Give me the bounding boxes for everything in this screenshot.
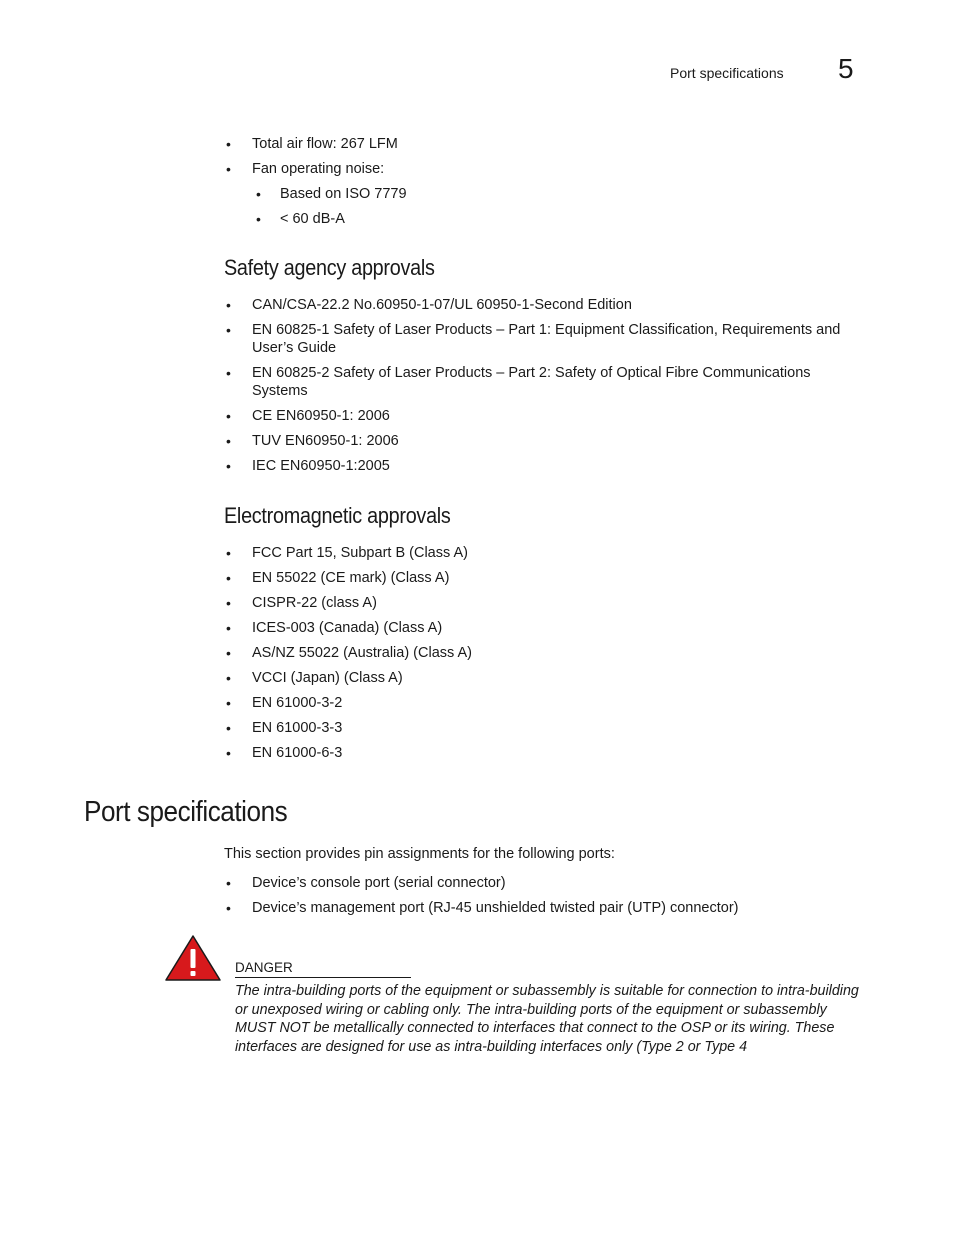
running-header-title: Port specifications (670, 65, 784, 81)
list-item: • CISPR-22 (class A) (226, 594, 866, 612)
list-item: • CAN/CSA-22.2 No.60950-1-07/UL 60950-1-Second Edition (226, 296, 866, 314)
list-item: • VCCI (Japan) (Class A) (226, 669, 866, 687)
list-item: • EN 61000-6-3 (226, 744, 866, 762)
list-item: • IEC EN60950-1:2005 (226, 457, 866, 475)
list-item: • EN 60825-1 Safety of Laser Products – Part 1: Equipment Classification, Requirements and User’s Guide (226, 321, 866, 357)
danger-warning-icon (164, 934, 222, 982)
fan-noise-sublist (256, 185, 856, 228)
list-item: • AS/NZ 55022 (Australia) (Class A) (226, 644, 866, 662)
list-item: • Total air flow: 267 LFM (226, 135, 866, 153)
electromagnetic-approvals-list (226, 544, 866, 762)
list-item: • Based on ISO 7779 (256, 185, 856, 203)
electromagnetic-approvals-heading: Electromagnetic approvals (224, 503, 451, 528)
fan-spec-list (226, 135, 866, 178)
safety-approvals-heading: Safety agency approvals (224, 255, 435, 280)
list-item: • Device’s management port (RJ-45 unshielded twisted pair (UTP) connector) (226, 899, 866, 917)
port-list (226, 874, 866, 917)
list-item: • EN 60825-2 Safety of Laser Products – Part 2: Safety of Optical Fibre Communications Systems (226, 364, 866, 400)
list-item: • Fan operating noise: (226, 160, 866, 178)
list-item: • CE EN60950-1: 2006 (226, 407, 866, 425)
list-item: • EN 55022 (CE mark) (Class A) (226, 569, 866, 587)
list-item: • EN 61000-3-2 (226, 694, 866, 712)
list-item: • < 60 dB-A (256, 210, 856, 228)
list-item: • FCC Part 15, Subpart B (Class A) (226, 544, 866, 562)
list-item: • TUV EN60950-1: 2006 (226, 432, 866, 450)
danger-label: DANGER (235, 960, 411, 978)
list-item: • Device’s console port (serial connector) (226, 874, 866, 892)
chapter-number: 5 (838, 53, 854, 84)
safety-approvals-list (226, 296, 866, 475)
port-specifications-heading: Port specifications (84, 796, 288, 828)
list-item: • ICES-003 (Canada) (Class A) (226, 619, 866, 637)
danger-text: The intra-building ports of the equipment or subassembly is suitable for connection to intra-building or unexposed wiring or cabling only. The intra-building ports of the equipment or subassembly MUST NOT be metallically connected to interfaces that connect to the OSP or its wiring. These interfaces are designed for use as intra-building interfaces only (Type 2 or Type 4 (235, 983, 859, 1055)
list-item: • EN 61000-3-3 (226, 719, 866, 737)
port-specs-intro: This section provides pin assignments for the following ports: (224, 846, 615, 862)
